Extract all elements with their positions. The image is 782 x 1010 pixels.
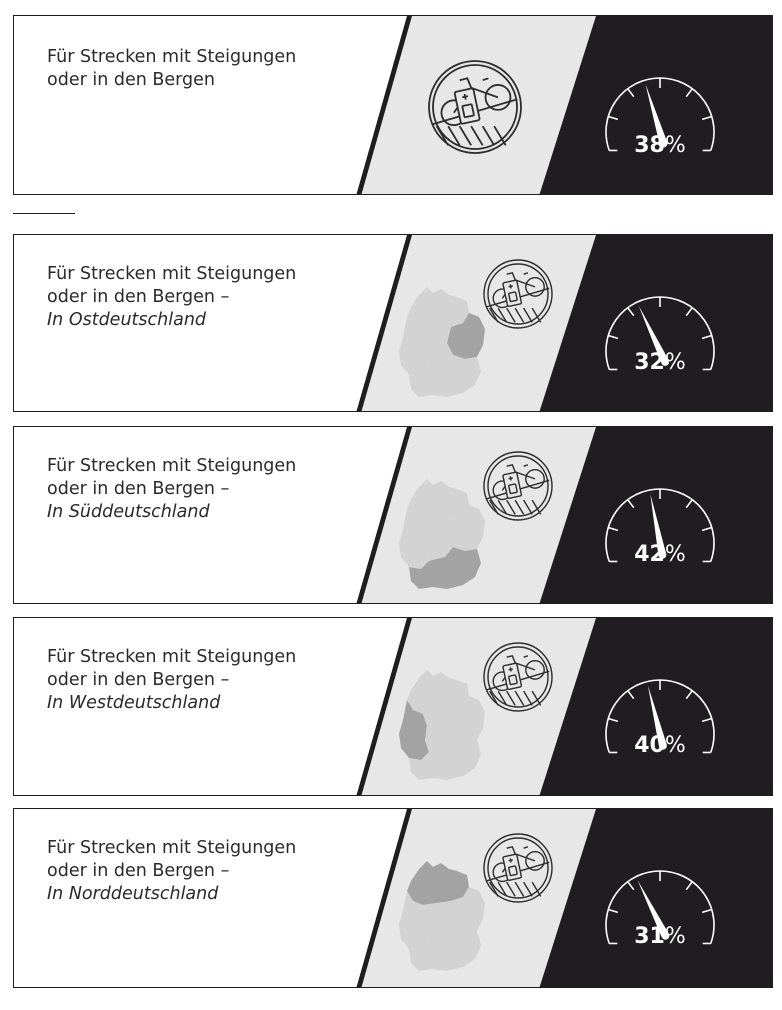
percentage-value xyxy=(590,924,730,949)
percentage-value xyxy=(590,350,730,375)
card-description xyxy=(47,46,296,92)
card-description xyxy=(47,263,296,332)
region-label: In Norddeutschland xyxy=(47,884,219,904)
percentage-number: 38 xyxy=(634,133,665,158)
description-line-1: Für Strecken mit Steigungen xyxy=(47,647,297,667)
percentage-value xyxy=(590,733,730,758)
card-east xyxy=(13,234,773,412)
percentage-value xyxy=(590,542,730,567)
percentage-sign: % xyxy=(664,733,686,758)
description-line-2: oder in den Bergen – xyxy=(47,861,230,881)
description-line-1: Für Strecken mit Steigungen xyxy=(47,47,297,67)
description-line-1: Für Strecken mit Steigungen xyxy=(47,838,297,858)
region-label: In Süddeutschland xyxy=(47,502,210,522)
percentage-number: 42 xyxy=(634,542,665,567)
card-description xyxy=(47,646,296,715)
card-description xyxy=(47,837,296,906)
description-line-2: oder in den Bergen – xyxy=(47,287,230,307)
percentage-sign: % xyxy=(664,542,686,567)
description-line-2: oder in den Bergen – xyxy=(47,670,230,690)
percentage-number: 40 xyxy=(634,733,665,758)
description-line-1: Für Strecken mit Steigungen xyxy=(47,264,297,284)
region-label: In Westdeutschland xyxy=(47,693,221,713)
card-north xyxy=(13,808,773,988)
percentage-sign: % xyxy=(664,924,686,949)
description-line-2: oder in den Bergen xyxy=(47,70,216,90)
card-south xyxy=(13,426,773,604)
percentage-number: 31 xyxy=(634,924,665,949)
description-line-2: oder in den Bergen – xyxy=(47,479,230,499)
percentage-sign: % xyxy=(664,133,686,158)
region-label: In Ostdeutschland xyxy=(47,310,207,330)
section-divider xyxy=(13,213,75,214)
description-line-1: Für Strecken mit Steigungen xyxy=(47,456,297,476)
percentage-number: 32 xyxy=(634,350,665,375)
percentage-value xyxy=(590,133,730,158)
percentage-sign: % xyxy=(664,350,686,375)
card-description xyxy=(47,455,296,524)
card-germany xyxy=(13,15,773,195)
card-west xyxy=(13,617,773,796)
